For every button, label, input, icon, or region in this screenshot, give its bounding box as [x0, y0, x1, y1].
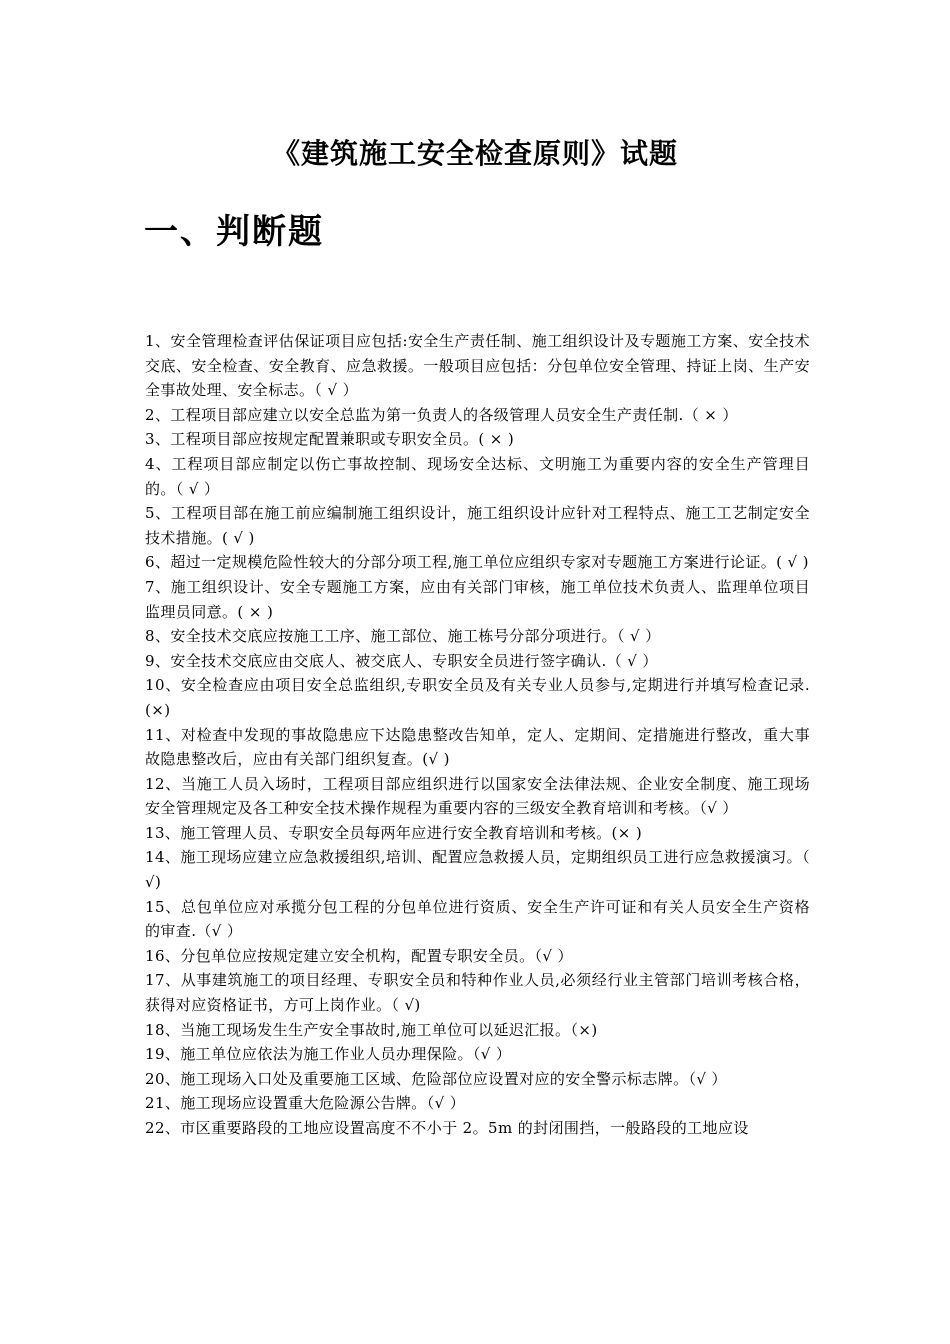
- question-item: 3、工程项目部应按规定配置兼职或专职安全员。( × ): [145, 430, 515, 449]
- question-item: 2、工程项目部应建立以安全总监为第一负责人的各级管理人员安全生产责任制.（ × ）: [145, 405, 738, 424]
- question-item: 1、安全管理检查评估保证项目应包括:安全生产责任制、施工组织设计及专题施工方案、安全技术交底、安全检查、安全教育、应急救援。一般项目应包括：分包单位安全管理、持证上岗、生产安全事故处理、安全标志。（ √ ）: [145, 332, 810, 400]
- question-item: 22、市区重要路段的工地应设置高度不不小于 2。5m 的封闭围挡，一般路段的工地应设: [145, 1119, 749, 1137]
- section-heading: 一、判断题: [144, 212, 324, 252]
- question-item: 9、安全技术交底应由交底人、被交底人、专职安全员进行签字确认.（ √ ）: [145, 651, 658, 670]
- question-item: 8、安全技术交底应按施工工序、施工部位、施工栋号分部分项进行。（ √ ）: [145, 627, 661, 646]
- question-item: 11、对检查中发现的事故隐患应下达隐患整改告知单，定人、定期间、定措施进行整改，重大事故隐患整改后，应由有关部门组织复查。(√ ): [145, 725, 810, 769]
- document-title: 《建筑施工安全检查原则》试题: [271, 137, 678, 170]
- question-list: [145, 329, 810, 1141]
- question-item: 4、工程项目部应制定以伤亡事故控制、现场安全达标、文明施工为重要内容的安全生产管理目的。（ √ ）: [145, 454, 810, 498]
- question-item: 21、施工现场应设置重大危险源公告牌。（√ ）: [145, 1094, 466, 1113]
- question-item: 18、当施工现场发生生产安全事故时,施工单位可以延迟汇报。（×): [145, 1020, 598, 1039]
- question-item: 5、工程项目部在施工前应编制施工组织设计，施工组织设计应针对工程特点、施工工艺制定安全技术措施。( √ ): [145, 504, 810, 547]
- question-item: 17、从事建筑施工的项目经理、专职安全员和特种作业人员,必须经行业主管部门培训考核合格，获得对应资格证书，方可上岗作业。（ √): [145, 971, 810, 1015]
- question-item: 14、施工现场应建立应急救援组织,培训、配置应急救援人员，定期组织员工进行应急救援演习。（ √): [145, 848, 810, 892]
- question-item: 13、施工管理人员、专职安全员每两年应进行安全教育培训和考核。(× ): [145, 823, 643, 842]
- question-item: 7、施工组织设计、安全专题施工方案，应由有关部门审核，施工单位技术负责人、监理单位项目监理员同意。( × ): [145, 577, 810, 621]
- question-item: 10、安全检查应由项目安全总监组织,专职安全员及有关专业人员参与,定期进行并填写检查记录.(×): [145, 676, 810, 719]
- question-item: 12、当施工人员入场时，工程项目部应组织进行以国家安全法律法规、企业安全制度、施工现场安全管理规定及各工种安全技术操作规程为重要内容的三级安全教育培训和考核。（√ ）: [145, 774, 810, 818]
- question-item: 19、施工单位应依法为施工作业人员办理保险。（√ ）: [145, 1045, 512, 1064]
- question-item: 6、超过一定规模危险性较大的分部分项工程,施工单位应组织专家对专题施工方案进行论证。( √ ): [145, 553, 809, 572]
- question-item: 16、分包单位应按规定建立安全机构，配置专职安全员。（√ ）: [145, 946, 573, 965]
- question-item: 15、总包单位应对承揽分包工程的分包单位进行资质、安全生产许可证和有关人员安全生产资格的审查.（√ ）: [145, 897, 810, 941]
- question-item: 20、施工现场入口处及重要施工区域、危险部位应设置对应的安全警示标志牌。（√ ）: [145, 1069, 727, 1088]
